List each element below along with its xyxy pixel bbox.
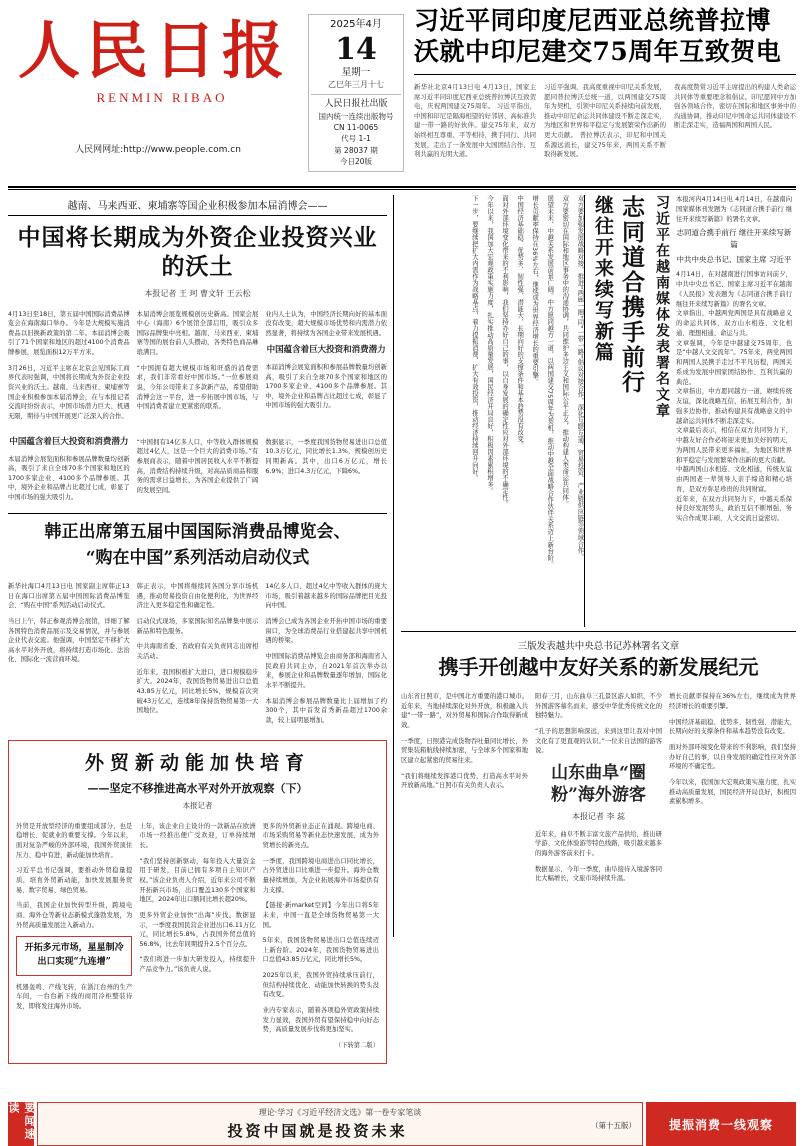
lead-byline: 本报记者 王 珂 曹文轩 王云松 <box>144 288 251 298</box>
sub-section-title: 山东曲阜“圈粉”海外游客 <box>551 763 646 806</box>
article-column <box>137 304 259 428</box>
headline-main: 习近平同印度尼西亚总统普拉博沃就中印尼建交75周年互致贺电 <box>414 6 782 66</box>
footer-page-ref: （第十五版） <box>591 1121 636 1130</box>
lead-headline-block <box>404 6 796 160</box>
paragraph: 今年以来，我国加大宏观政策实施力度，扎实推动高质量发展，国民经济开局良好，积极因素累积增多。 <box>485 195 493 494</box>
paragraph: 数据显示，今年一季度，曲阜接待入境游客同比大幅增长，文旅市场持续升温。 <box>535 865 662 883</box>
article-column <box>263 816 379 1058</box>
paragraph: 习近平总书记强调，要推动外贸稳量提质，培育外贸新动能，加快发展服务贸易、数字贸易、绿色贸易。 <box>16 867 133 894</box>
right-column <box>394 195 796 937</box>
paragraph: “我们将继续发挥港口优势，打造高水平对外开放新高地。”日照市有关负责人表示。 <box>401 772 528 790</box>
article-column <box>265 304 387 428</box>
paragraph: “中国拥有超大规模市场和旺盛的消费需求，我们非常看好中国市场。”一位参展商说，今年公司带来了多款新产品，希望借助消博会这一平台，进一步拓展中国市场，与中国消费者建立更紧密的联系。 <box>136 364 259 411</box>
second-article-title-line1: 韩正出席第五届中国国际消费品博览会、 <box>44 521 351 542</box>
date-ymd: 2025年4月 <box>330 19 382 30</box>
paragraph: 文章强调，今年是中越建交75周年，也是“中越人文交流年”。75年来，两党两国和两国人民携手走过不平凡历程，两国关系成为发展中国家团结协作、互利共赢的典范。 <box>676 339 792 386</box>
masthead <box>8 6 796 182</box>
meta-line: 今日20版 <box>339 156 373 166</box>
meta-line: CN 11-0065 <box>333 123 379 133</box>
boxed-byline: 本报记者 <box>182 800 213 810</box>
paragraph: 当日上午，韩正参观消博会展馆，详细了解各国特色消费品展示及交易情况，并与参展企业代表交流。他强调，中国坚定不移扩大高水平对外开放，将持续打造市场化、法治化、国际化一流营商环境。 <box>8 618 130 664</box>
article-column <box>669 686 796 890</box>
paragraph: 近年来，曲阜不断丰富文旅产品供给，推出研学游、文化体验游等特色线路，吸引越来越多的海外游客前来打卡。 <box>535 830 662 858</box>
divider <box>8 513 387 514</box>
continued-note: （下转第二版） <box>334 1042 379 1050</box>
paragraph: 增长贡献率保持在36%左右，继续成为世界经济增长的重要引擎。 <box>669 693 796 710</box>
date-lunar: 乙巳年三月十七 <box>328 80 384 90</box>
footer-promo-kicker: 理论·学习《习近平经济文选》第一卷专家笔谈 <box>258 1108 422 1117</box>
vertical-headline-line1: 志同道合携手前行 <box>618 195 645 395</box>
paragraph: 更多外贸企业加快“出海”步伐。数据显示，一季度我国民营企业进出口6.11万亿元，同比增长5.8%，占我国外贸总值的56.8%，比去年同期提升2.5个百分点。 <box>139 911 256 948</box>
paragraph: “孔子的思想影响深远，来到这里让我对中国文化有了更直观的认识。”一位来自法国的游客说。 <box>535 728 662 755</box>
footer-promo-title <box>44 1120 636 1141</box>
headline-col: 我高度赞赏习近平主席提出的构建人类命运共同体等重要理念和倡议。印尼愿同中方加强各领域合作，密切在国际和地区事务中的沟通协调，推动印尼中国命运共同体建设不断走深走实，造福两国和两国人民。 <box>674 83 796 130</box>
left-column <box>8 195 394 1050</box>
signed-article-author: 中共中央总书记、国家主席 习近平 <box>676 255 792 265</box>
paragraph: 双方要加强发展战略对接，推进“两廊一圈”同“一带一路”倡议对接合作，深化互联互通、贸易投资、产业链供应链等领域合作。 <box>576 195 584 560</box>
paragraph: 一季度，我国跨境电商进出口同比增长，占外贸进出口比重进一步提升。海外仓数量持续增加，为企业拓展海外市场提供有力支撑。 <box>262 857 379 894</box>
paragraph: 面对外部环境变化带来的不利影响，我们坚持办好自己的事，以自身发展的确定性应对外部环境的不确定性。 <box>501 195 509 507</box>
footer-right-tag[interactable]: 提振消费一线观察 <box>646 1102 796 1146</box>
paragraph: 当前，我国企业加快转型升级，跨境电商、海外仓等新业态新模式蓬勃发展，为外贸高质量发展注入新动力。 <box>16 902 133 929</box>
date-day: 14 <box>335 31 377 67</box>
paragraph: 一季度，日照港完成货物吞吐量同比增长，外贸集装箱航线持续加密，与全球多个国家和地区建立起紧密的贸易往来。 <box>401 737 528 764</box>
paragraph: 本届消博会展览面积和参展品牌数量均创新高，吸引了来自全球70多个国家和地区的1700多家企业、4100多个品牌参展。其中，境外企业和品牌占比超过七成，彰显了中国市场的强大吸引力。 <box>265 363 388 410</box>
sub-headline: 中国蕴含着巨大投资和消费潜力 <box>9 436 129 447</box>
paragraph: 业内人士认为，中国经济长期向好的基本面没有改变，超大规模市场优势和内需潜力依然显著，将持续为各国企业带来发展机遇。 <box>265 310 388 337</box>
boxed-title: 外贸新动能加快培育 <box>84 751 310 774</box>
paragraph: 14亿多人口、超过4亿中等收入群体的庞大市场，吸引着越来越多的国际品牌把目光投向中国。 <box>265 583 388 610</box>
paragraph: 本届消博会参展品牌数量比上届增加了约300个，其中首发首秀新品超过1700余款，较上届明显增加。 <box>265 697 388 724</box>
paragraph: 消博会已成为各国企业开拓中国市场的重要窗口，为全球消费品行业搭建起共享中国机遇的桥梁。 <box>265 618 388 645</box>
paragraph: 业内专家表示，随着各项稳外贸政策持续发力显效，我国外贸有望保持稳中向好态势，高质量发展步伐将更加坚实。 <box>262 1007 379 1034</box>
paragraph: 近年来，在双方共同努力下，中越关系保持良好发展势头，政治互信不断增强，务实合作成果丰硕，人文交流日益密切。 <box>676 495 792 522</box>
meta-line: 代号 1-1 <box>341 134 371 144</box>
paragraph: 文章指出，中方愿同越方一道，赓续传统友谊，深化战略互信，拓展互利合作，加强多边协作，推动构建具有战略意义的中越命运共同体不断走深走实。 <box>676 388 792 425</box>
boxed-feature-article <box>8 740 387 1065</box>
masthead-logo <box>8 6 308 155</box>
paragraph: 数据显示，一季度我国货物贸易进出口总值10.3万亿元，同比增长1.3%，规模创历史同期新高。其中，出口6万亿元，增长6.9%；进口4.3万亿元，下降6%。 <box>265 438 388 475</box>
publisher: 人民日报社出版 <box>311 94 401 111</box>
main-content <box>8 195 796 1050</box>
paragraph: 面对外部环境变化带来的不利影响，我们坚持办好自己的事，以自身发展的确定性应对外部环境的不确定性。 <box>669 744 796 771</box>
paragraph: 更多的外贸新业态正在涌现。跨境电商、市场采购贸易等新业态快速发展，成为外贸增长的新亮点。 <box>262 822 379 849</box>
pull-quote: 开拓多元市场，星星制冷出口实现“九连增” <box>16 936 132 976</box>
paragraph: “我们坚持创新驱动，每年投入大量资金用于研发，目前已拥有多项自主知识产权。”该企业负责人介绍，近年来公司不断开拓新兴市场，出口覆盖130多个国家和地区，2024年出口额同比增长超20%。 <box>139 857 256 904</box>
paragraph: 中越两国山水相连、文化相通，传统友谊由两国老一辈领导人亲手缔造和精心培育，是双方弥足珍贵的共同财富。 <box>676 466 792 493</box>
footer-left-tag[interactable]: 要闻速读 <box>8 1102 34 1146</box>
vertical-subheadline: 习近平在越南媒体发表署名文章 <box>654 195 670 419</box>
sub-headline: 中国蕴含着巨大投资和消费潜力 <box>266 344 386 355</box>
paragraph: 4月13日至18日，第五届中国国际消费品博览会在海南海口举办。今年是大规模实施消费品以旧换新政策的第二年。本届消博会吸引了71个国家和地区的超过4100个消费品牌参展，展览面积12万平方米。 <box>8 310 130 357</box>
paragraph: 本届消博会展览面积和参展品牌数量均创新高，吸引了来自全球70多个国家和地区的1700多家企业、4100多个品牌参展。其中，境外企业和品牌占比超过七成，彰显了中国市场的强大吸引力。 <box>8 455 130 502</box>
article-column <box>8 304 130 428</box>
lead-body-columns-2 <box>8 432 387 509</box>
issue-meta <box>311 111 401 167</box>
paragraph: 下一步，要继续把扩大内需作为战略基点，着力提振消费、扩大有效投资，推动经济持续回升向好。 <box>470 195 478 481</box>
paragraph: 新华社海口4月13日电 国家副主席韩正13日在海口出席第五届中国国际消费品博览会、“购在中国”系列活动启动仪式。 <box>8 583 130 610</box>
paragraph: 文章指出，中越两党两国是具有战略意义的命运共同体，双方山水相连、文化相通、理想相通、命运与共。 <box>676 310 792 337</box>
paragraph: 2025年以来，我国外贸持续承压前行，但结构持续优化、动能加快转换的势头没有改变。 <box>262 972 379 999</box>
paragraph: 机器轰鸣、产线飞转，在浙江台州的生产车间，一台台新下线的商用冷柜整装待发，即将发往海外市场。 <box>16 983 133 1010</box>
paragraph: 中国国际消费品博览会由商务部和海南省人民政府共同主办，自2021年首次举办以来，参展企业和品牌数量逐年增加，国际化水平不断提升。 <box>265 653 388 689</box>
boxed-subtitle: ——坚定不移推进高水平对外开放观察（下） <box>87 781 308 795</box>
article-column <box>401 686 528 890</box>
paragraph: 中国经济基础稳、优势多、韧性强、潜能大，长期向好的支撑条件和基本趋势没有改变。 <box>669 718 796 736</box>
paragraph: 启动仪式现场，多家国际知名品牌集中展示新品和特色服务。 <box>136 618 259 635</box>
paragraph: “我们将进一步加大研发投入，持续提升产品竞争力。”该负责人说。 <box>139 956 256 974</box>
sub-section-byline: 本报记者 李 蕊 <box>571 812 626 822</box>
paragraph: 3月26日，习近平主席在北京会见国际工商界代表时强调，中国将长期成为外资企业投资兴业的沃土。越南、马来西亚、柬埔寨等国企业积极参加本届消博会，在与本报记者交流时纷纷表示，中国市场潜力巨大、机遇无限，期待与中国开展更广泛深入的合作。 <box>8 364 130 420</box>
article-column <box>139 816 255 1058</box>
article-column <box>265 576 387 732</box>
paragraph: 展望未来，中越关系发展前景广阔。中方愿同越方一道，以两国建交75周年为契机，推动中越全面战略合作伙伴关系迈上新台阶。 <box>546 195 554 568</box>
article-column <box>535 686 662 890</box>
meta-line: 第 28037 期 <box>334 145 378 155</box>
headline-col: 新华社北京4月13日电 4月13日，国家主席习近平同印度尼西亚总统普拉博沃互致贺电，庆祝两国建交75周年。 习近平指出，中国和印尼是隔海相望的好邻居、高标准共建一带一路的好伙伴。建交75年来，双方始终相互尊重、平等相待，携手同行、共同发展，走出了一条发展中大国团结合作、互利共赢的光明大道。 <box>414 83 536 159</box>
article-column <box>137 576 259 732</box>
paragraph: 山东省日照市，是中国北方重要的港口城市。近年来，当地持续深化对外开放，积极融入共建“一带一路”，对外贸易和国际合作取得新成效。 <box>401 693 528 729</box>
headline-body <box>414 83 796 160</box>
paragraph: 中共海南省委、省政府有关负责同志出席相关活动。 <box>136 643 259 661</box>
dateline-note: 本报河内4月14日电 4月14日，在越南向国家媒体刊发题为《志同道合携手前行 继往开来续写新篇》的署名文章。 <box>676 196 792 223</box>
lead-kicker: 越南、马来西亚、柬埔寨等国企业积极参加本届消博会—— <box>8 195 387 216</box>
paragraph: “中国拥有14亿多人口，中等收入群体规模超过4亿人，这是一个巨大的消费市场。”有参展商表示，随着中国居民收入水平不断提高，消费结构持续升级，对高品质商品和服务的需求日益增长，为各国企业提供了广阔的发展空间。 <box>136 438 259 494</box>
paragraph: 增长贡献率保持在36%左右，继续成为世界经济增长的重要引擎。 <box>531 195 539 386</box>
lead-article-title: 中国将长期成为外资企业投资兴业的沃土 <box>17 224 378 280</box>
divider-thick <box>8 186 796 188</box>
newspaper-title-en: RENMIN RIBAO <box>96 90 228 105</box>
paragraph: 5年来，我国货物贸易进出口总值连续迈上新台阶。2024年，我国货物贸易进出口总值43.85万亿元，同比增长5%。 <box>262 937 379 964</box>
article-column <box>137 432 259 509</box>
second-article-title-line2: “购在中国”系列活动启动仪式 <box>85 547 310 568</box>
paragraph: 文章最后表示，相信在双方共同努力下，中越友好合作必将迎来更加美好的明天，为两国人民带来更多福祉，为地区和世界和平稳定与发展繁荣作出新的更大贡献。 <box>676 427 792 464</box>
vertical-headline-line2: 继往开来续写新篇 <box>591 195 614 363</box>
paragraph: 近年来，我国积极扩大进口，进口规模稳步扩大。2024年，我国货物贸易进出口总值43.85万亿元，同比增长5%，规模首次突破43万亿元，连续8年保持货物贸易第一大国地位。 <box>136 668 259 715</box>
footer-bar <box>8 1102 796 1146</box>
paragraph: 本届消博会展览规模创历史新高。国家会展中心（海南）6个展馆全部启用，吸引众多国际品牌集中亮相。越南、马来西亚、柬埔寨等国的展台前人头攒动，各类特色商品琳琅满目。 <box>136 310 259 357</box>
article-column <box>8 432 130 509</box>
website-line: 人民网网址:http://www.people.com.cn <box>75 145 241 155</box>
paragraph: 中国经济基础稳、优势多、韧性强、潜能大，长期向好的支撑条件和基本趋势没有改变。 <box>516 195 524 449</box>
footer-promo-title-text: 投资中国就是投资未来 <box>227 1122 408 1140</box>
paragraph: 外贸是开放型经济的重要组成部分，也是稳增长、促就业的重要支撑。今年以来，面对复杂严峻的外部环境，我国外贸顶住压力、稳中有进，新动能加快培育。 <box>16 822 133 859</box>
paragraph: 上年，该企业自主设计的一款新品在欧洲市场一经推出便广受欢迎，订单持续增长。 <box>139 822 256 849</box>
article-column <box>8 576 130 732</box>
paragraph: 韩正表示，中国将继续同各国分享市场机遇，推动贸易投资自由化便利化，为世界经济注入更多稳定性和确定性。 <box>136 583 259 610</box>
boxed-body <box>16 816 379 1058</box>
paragraph: 阳春三月，山东曲阜三孔景区游人如织，不少外国游客慕名而来，感受中华优秀传统文化的独特魅力。 <box>535 693 662 720</box>
footer-promo[interactable] <box>37 1102 643 1146</box>
vertical-headline-block <box>401 195 796 627</box>
second-article-body <box>8 576 387 732</box>
paragraph: 今年以来，我国加大宏观政策实施力度，扎实推动高质量发展，国民经济开局良好，积极因素累积增多。 <box>669 779 796 806</box>
meta-line: 国内统一连续出版物号 <box>318 111 394 121</box>
article-column <box>16 816 132 1058</box>
section-title: 携手开创越中友好关系的新发展纪元 <box>438 655 759 679</box>
section-body <box>401 686 796 890</box>
lead-body-columns <box>8 304 387 428</box>
divider <box>401 631 796 632</box>
article-column <box>265 432 387 509</box>
date-box <box>308 14 404 172</box>
headline-col: 习近平强调，我高度重视中印尼关系发展，愿同普拉博沃总统一道，以两国建交75周年为契机，引领中印尼关系持续向前发展，推动中印尼命运共同体建设不断走深走实，为地区和世界和平稳定与发展繁荣作出新的更大贡献。 普拉博沃表示，印尼和中国关系源远流长，建交75年来，两国关系不断取得新发展。 <box>544 83 666 159</box>
date-weekday: 星期一 <box>341 66 371 78</box>
signed-article-title: 志同道合携手前行 继往开来续写新篇 <box>676 228 792 250</box>
paragraph: 4月14日，在对越南进行国事访问前夕，中共中央总书记、国家主席习近平在越南《人民报》发表题为《志同道合携手前行 继往开来续写新篇》的署名文章。 <box>676 271 792 308</box>
newspaper-title-cn: 人民日报 <box>18 14 291 87</box>
section-kicker: 三版发表越共中央总书记苏林署名文章 <box>517 641 680 652</box>
paragraph: 双方要密切在国际和地区事务中的沟通协调，共同维护多边主义和国际公平正义，推动构建人类命运共同体。 <box>561 195 569 507</box>
link-note: 【链接·新market空间】今年出口将5年未来，中国一直是全球货物贸易第一大国。 <box>262 902 379 929</box>
divider-thin <box>8 189 796 190</box>
